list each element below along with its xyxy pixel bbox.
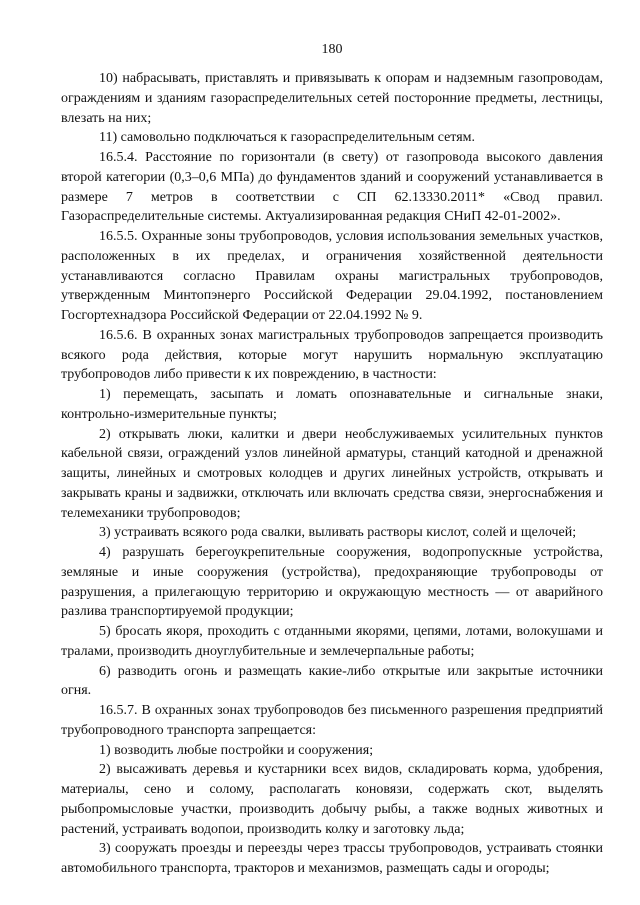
paragraph-16-5-6-item-1: 1) перемещать, засыпать и ломать опознавательные и сигнальные знаки, контрольно-измерительные пункты; — [61, 387, 603, 422]
paragraph-16-5-7-item-2: 2) высаживать деревья и кустарники всех видов, складировать корма, удобрения, материалы, сено и солому, располагать коновязи, содержать скот, выделять рыбопромысловые участки, производить добычу рыбы, а также водных животных и растений, устраивать водопои, производить колку и заготовку льда; — [61, 762, 603, 837]
paragraph-item-10: 10) набрасывать, приставлять и привязывать к опорам и надземным газопроводам, ограждениям и зданиям газораспределительных сетей посторонние предметы, лестницы, влезать на них; — [61, 71, 603, 126]
document-body — [61, 69, 603, 879]
page-number: 180 — [321, 42, 343, 57]
paragraph-16-5-6-item-5: 5) бросать якоря, проходить с отданными якорями, цепями, лотами, волокушами и тралами, производить дноуглубительные и землечерпальные работы; — [61, 624, 603, 659]
paragraph-16-5-6-item-6: 6) разводить огонь и размещать какие-либо открытые или закрытые источники огня. — [61, 663, 603, 699]
paragraph-16-5-6-item-4: 4) разрушать берегоукрепительные сооружения, водопропускные устройства, земляные и иные сооружения (устройства), предохраняющие трубопроводы от разрушения, а прилегающую территорию и окружающую местность — от аварийного разлива транспортируемой продукции; — [61, 545, 603, 620]
paragraph-16-5-5: 16.5.5. Охранные зоны трубопроводов, условия использования земельных участков, расположенных в их пределах, и ограничения хозяйственной деятельности устанавливаются согласно Правилам охраны магистральных трубопроводов, утвержденным Минтопэнерго Российской Федерации 29.04.1992, постановлением Госгортехнадзора Российской Федерации от 22.04.1992 № 9. — [61, 229, 603, 323]
paragraph-item-11: 11) самовольно подключаться к газораспределительным сетям. — [99, 130, 476, 146]
paragraph-16-5-7: 16.5.7. В охранных зонах трубопроводов без письменного разрешения предприятий трубопроводного транспорта запрещается: — [61, 703, 603, 738]
paragraph-16-5-6-item-2: 2) открывать люки, калитки и двери необслуживаемых усилительных пунктов кабельной связи, ограждений узлов линейной арматуры, станций катодной и дренажной защиты, линейных и смотровых колодцев и других линейных устройств, открывать и закрывать краны и задвижки, отключать или включать средства связи, энергоснабжения и телемеханики трубопроводов; — [61, 426, 603, 521]
paragraph-16-5-6-item-3: 3) устраивать всякого рода свалки, выливать растворы кислот, солей и щелочей; — [99, 525, 577, 541]
paragraph-16-5-6: 16.5.6. В охранных зонах магистральных трубопроводов запрещается производить всякого рода действия, которые могут нарушить нормальную эксплуатацию трубопроводов либо привести к их повреждению, в частности: — [61, 327, 603, 383]
paragraph-16-5-7-item-3: 3) сооружать проезды и переезды через трассы трубопроводов, устраивать стоянки автомобильного транспорта, тракторов и механизмов, размещать сады и огороды; — [61, 841, 603, 876]
paragraph-16-5-7-item-1: 1) возводить любые постройки и сооружения; — [99, 742, 374, 758]
paragraph-16-5-4: 16.5.4. Расстояние по горизонтали (в свету) от газопровода высокого давления второй категории (0,3–0,6 МПа) до фундаментов зданий и сооружений устанавливается в размере 7 метров в соответствии с СП 62.13330.2011* «Свод правил. Газораспределительные системы. Актуализированная редакция СНиП 42-01-2002». — [61, 150, 603, 225]
